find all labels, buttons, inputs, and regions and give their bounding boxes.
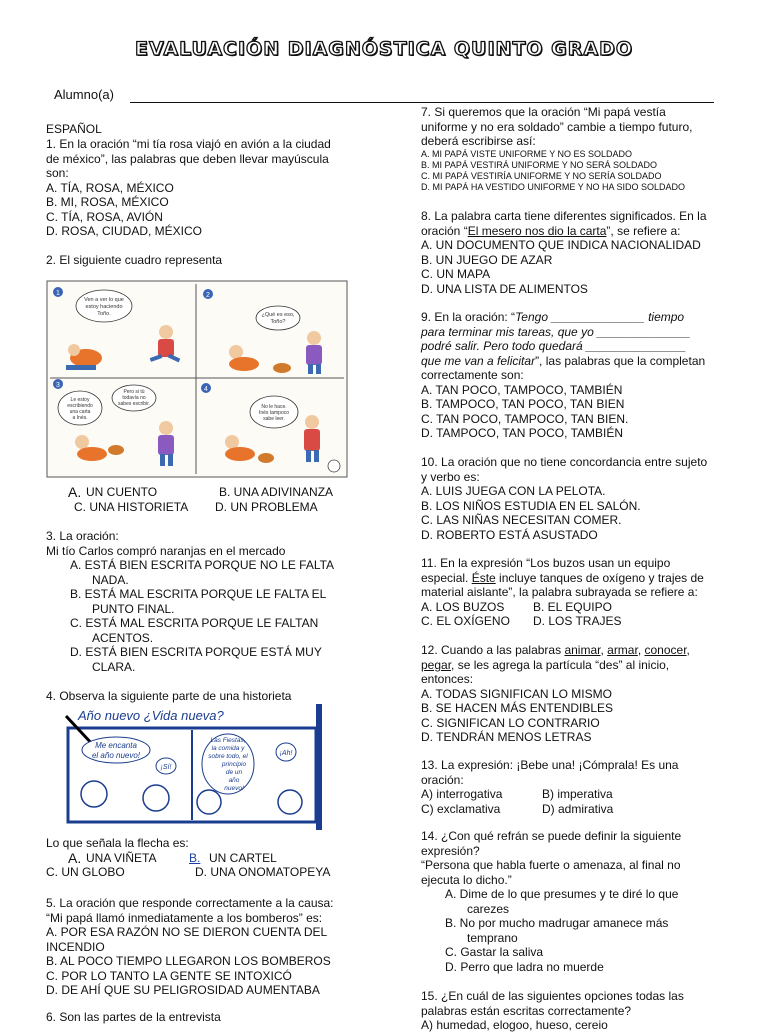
q8-option-d[interactable]: D. UNA LISTA DE ALIMENTOS <box>421 281 588 296</box>
speech-text: Las Fiestas, la comida y sobre todo, el principio de un año nuevo! <box>208 737 248 792</box>
q1-stem: son: <box>46 166 69 180</box>
q12-option-a[interactable]: A. TODAS SIGNIFICAN LO MISMO <box>421 686 612 701</box>
q3-stem: 3. La oración: <box>46 529 119 543</box>
question-12 <box>421 643 690 745</box>
q8-stem <box>421 224 707 239</box>
speech-text: Le estoy escribiendo una carta a Inés. <box>67 397 93 421</box>
panel-number-4 <box>201 383 211 393</box>
q8-stem-underlined: El mesero nos dio la carta <box>467 223 607 238</box>
q7-stem: uniforme y no era soldado” cambie a tiempo futuro, <box>421 119 693 134</box>
q9-stem-post: ”, las palabras que la completan <box>535 353 706 368</box>
q2-option-b[interactable]: B. UNA ADIVINANZA <box>219 485 334 499</box>
q8-option-c[interactable]: C. UN MAPA <box>421 267 491 281</box>
q5-stem: 5. La oración que responde correctamente a la causa: <box>46 896 334 910</box>
q2-options <box>46 485 366 514</box>
q5-option-b[interactable]: B. AL POCO TIEMPO LLEGARON LOS BOMBEROS <box>46 954 331 968</box>
q5-option-d[interactable]: D. DE AHÍ QUE SU PELIGROSIDAD AUMENTABA <box>46 983 320 997</box>
section-heading <box>46 122 102 137</box>
q10-option-b[interactable]: B. LOS NIÑOS ESTUDIA EN EL SALÓN. <box>421 498 641 513</box>
q14-option-d[interactable]: D. Perro que ladra no muerde <box>445 959 604 974</box>
question-15 <box>421 989 684 1033</box>
q12-stem <box>421 658 690 673</box>
q14-stem: expresión? <box>421 843 480 858</box>
q2-option-a[interactable]: UN CUENTO <box>86 485 158 499</box>
q7-option-a[interactable]: A. MI PAPÁ VISTE UNIFORME Y NO ES SOLDADO <box>421 148 633 159</box>
q9-option-d[interactable]: D. TAMPOCO, TAN POCO, TAMBIÉN <box>421 426 624 440</box>
question-6 <box>46 1010 221 1025</box>
q11-stem-post: incluye tanques de oxígeno y trajes de <box>495 570 704 585</box>
q3-option-a[interactable]: A. ESTÁ BIEN ESCRITA PORQUE NO LE FALTA NADA. <box>70 558 334 587</box>
q3-option-c[interactable]: C. ESTÁ MAL ESCRITA PORQUE LE FALTAN ACENTOS. <box>70 616 319 645</box>
q4-option-a-letter: A. <box>68 849 82 866</box>
question-9 <box>421 310 705 441</box>
q2-option-c[interactable]: C. UNA HISTORIETA <box>74 499 189 514</box>
q7-stem: deberá escribirse así: <box>421 134 536 148</box>
question-11 <box>421 556 721 629</box>
q5-option-a[interactable]: A. POR ESA RAZÓN NO SE DIERON CUENTA DEL <box>46 925 328 939</box>
svg-text:1: 1 <box>56 290 60 297</box>
q1-option-d[interactable]: D. ROSA, CIUDAD, MÉXICO <box>46 224 203 238</box>
panel-number-1 <box>53 287 63 297</box>
q4-option-d[interactable]: D. UNA ONOMATOPEYA <box>195 865 331 879</box>
q7-option-d[interactable]: D. MI PAPÁ HA VESTIDO UNIFORME Y NO HA SIDO SOLDADO <box>421 181 686 192</box>
q13-option-b[interactable]: B) imperativa <box>542 787 613 801</box>
q5-option-a-cont[interactable]: INCENDIO <box>46 939 105 954</box>
q12-stem: entonces: <box>421 672 474 686</box>
q14-stem: “Persona que habla fuerte o amenaza, al final no <box>421 858 681 872</box>
question-3 <box>46 529 346 674</box>
q5-option-c[interactable]: C. POR LO TANTO LA GENTE SE INTOXICÓ <box>46 968 292 983</box>
q9-stem-pre: 9. En la oración: “ <box>421 310 516 324</box>
question-13 <box>421 758 721 816</box>
comic-year-image <box>64 702 326 834</box>
q9-option-b[interactable]: B. TAMPOCO, TAN POCO, TAN BIEN <box>421 397 625 411</box>
q8-option-b[interactable]: B. UN JUEGO DE AZAR <box>421 252 553 267</box>
q13-stem: oración: <box>421 772 464 787</box>
student-name-line[interactable] <box>130 102 714 103</box>
q12-option-c[interactable]: C. SIGNIFICAN LO CONTRARIO <box>421 715 600 730</box>
q1-option-a[interactable]: A. TÍA, ROSA, MÉXICO <box>46 180 174 195</box>
student-name-label: Alumno(a) <box>54 87 114 102</box>
speech-text: ¡Ah! <box>279 750 293 757</box>
speech-text: Pero si tú todavía no sabes escribir. <box>118 389 150 407</box>
q10-option-a[interactable]: A. LUIS JUEGA CON LA PELOTA. <box>421 484 606 498</box>
q11-option-c[interactable]: C. EL OXÍGENO <box>421 614 510 628</box>
q2-option-a-letter: A. <box>68 484 82 500</box>
q14-option-b[interactable]: B. No por mucho madrugar amanece más temprano <box>445 916 669 945</box>
speech-text: ¡Sí! <box>160 764 172 771</box>
q1-stem: de méxico”, las palabras que deben llevar mayúscula <box>46 151 329 166</box>
q6-stem: 6. Son las partes de la entrevista <box>46 1010 221 1024</box>
q10-option-c[interactable]: C. LAS NIÑAS NECESITAN COMER. <box>421 513 622 527</box>
speech-text: Ven a ver lo que estoy haciendo Toño. <box>84 297 124 317</box>
speech-text: ¿Qué es eso, Toño? <box>261 312 295 325</box>
question-2 <box>46 253 222 268</box>
q12-stem-pre: 12. Cuando a las palabras <box>421 643 565 657</box>
q1-option-c[interactable]: C. TÍA, ROSA, AVIÓN <box>46 209 163 224</box>
q13-option-c[interactable]: C) exclamativa <box>421 801 501 816</box>
q12-word: conocer <box>644 643 687 657</box>
q4-options <box>46 836 366 880</box>
q1-option-b[interactable]: B. MI, ROSA, MÉXICO <box>46 195 169 209</box>
q8-option-a[interactable]: A. UN DOCUMENTO QUE INDICA NACIONALIDAD <box>421 238 701 252</box>
question-8 <box>421 209 707 296</box>
q8-stem: 8. La palabra carta tiene diferentes significados. En la <box>421 209 707 223</box>
q15-option-a[interactable]: A) humedad, elogoo, hueso, cereio <box>421 1018 608 1032</box>
page-title: EVALUACIÓN DIAGNÓSTICA QUINTO GRADO <box>134 38 634 60</box>
question-5 <box>46 896 334 998</box>
q1-stem: 1. En la oración “mi tía rosa viajó en avión a la ciudad <box>46 137 331 151</box>
q4-option-b-letter: B. <box>189 850 201 865</box>
q9-stem: para terminar mis tareas, que yo ______________ <box>421 324 691 339</box>
q9-stem <box>421 310 705 325</box>
q14-option-a[interactable]: A. Dime de lo que presumes y te diré lo que carezes <box>445 887 679 916</box>
q12-stem: 12. Cuando a las palabras animar, armar, conocer, <box>421 643 690 657</box>
q11-stem: material aislante”, la palabra subrayada se refiere a: <box>421 585 698 599</box>
q4-option-a[interactable]: UNA VIÑETA <box>86 850 157 865</box>
q11-option-a[interactable]: A. LOS BUZOS <box>421 599 505 614</box>
q9-stem-italic: que me van a felicitar <box>421 353 536 368</box>
q15-stem: palabras están escritas correctamente? <box>421 1003 632 1018</box>
q14-stem: 14. ¿Con qué refrán se puede definir la siguiente <box>421 829 682 843</box>
q5-stem: “Mi papá llamó inmediatamente a los bomberos” es: <box>46 910 323 925</box>
q9-stem: podré salir. Pero todo quedará _______________ <box>421 339 687 353</box>
q15-stem: 15. ¿En cuál de las siguientes opciones todas las <box>421 989 684 1003</box>
q14-stem: ejecuta lo dicho.” <box>421 872 512 887</box>
svg-text:2: 2 <box>206 292 210 299</box>
q11-stem: 11. En la expresión “Los buzos usan un equipo <box>421 556 671 570</box>
q11-option-b[interactable]: B. EL EQUIPO <box>533 599 612 614</box>
q8-stem-post: ”, se refiere a: <box>606 223 681 238</box>
speech-bubble <box>256 306 300 330</box>
q12-word: animar <box>564 643 601 657</box>
speech-text: Me encanta el año nuevo! <box>91 741 141 760</box>
q7-stem: 7. Si queremos que la oración “Mi papá vestía <box>421 105 666 119</box>
q11-stem-underlined: Éste <box>471 570 496 585</box>
q13-option-d[interactable]: D) admirativa <box>542 801 614 816</box>
q4-after: Lo que señala la flecha es: <box>46 836 189 850</box>
q11-stem-pre: especial. <box>421 570 472 585</box>
question-7 <box>421 105 692 193</box>
q2-stem: 2. El siguiente cuadro representa <box>46 253 223 267</box>
q14-option-c[interactable]: C. Gastar la saliva <box>445 945 544 959</box>
q9-stem <box>421 354 705 369</box>
comic-title: Año nuevo ¿Vida nueva? <box>78 708 224 723</box>
q12-option-b[interactable]: B. SE HACEN MÁS ENTENDIBLES <box>421 701 614 715</box>
question-14 <box>421 829 721 974</box>
q4-option-c[interactable]: C. UN GLOBO <box>46 865 125 879</box>
q13-option-a[interactable]: A) interrogativa <box>421 787 503 801</box>
comic-strip-image <box>46 280 348 480</box>
q10-option-d[interactable]: D. ROBERTO ESTÁ ASUSTADO <box>421 527 598 542</box>
q9-option-a[interactable]: A. TAN POCO, TAMPOCO, TAMBIÉN <box>421 382 623 397</box>
q4-stem: 4. Observa la siguiente parte de una historieta <box>46 689 292 703</box>
panel-number-2 <box>203 289 213 299</box>
q13-stem: 13. La expresión: ¡Bebe una! ¡Cómprala! Es una <box>421 758 679 772</box>
q12-stem-post: , se les agrega la partícula “des” al inicio, <box>451 657 670 672</box>
q11-stem <box>421 571 721 586</box>
svg-text:3: 3 <box>56 382 60 389</box>
q12-option-d[interactable]: D. TENDRÁN MENOS LETRAS <box>421 730 592 744</box>
q8-stem-pre: oración “ <box>421 223 468 238</box>
q3-option-b[interactable]: B. ESTÁ MAL ESCRITA PORQUE LE FALTA EL PUNTO FINAL. <box>70 587 326 616</box>
q3-stem: Mi tío Carlos compró naranjas en el mercado <box>46 543 286 558</box>
q3-option-d[interactable]: D. ESTÁ BIEN ESCRITA PORQUE ESTÁ MUY CLARA. <box>70 645 322 674</box>
q12-word: pegar <box>421 657 452 672</box>
q10-stem: y verbo es: <box>421 469 480 484</box>
q4-option-b[interactable]: UN CARTEL <box>209 850 277 865</box>
q7-option-c[interactable]: C. MI PAPÁ VESTIRÍA UNIFORME Y NO SERÍA SOLDADO <box>421 170 662 181</box>
q9-stem: correctamente son: <box>421 368 524 382</box>
q11-option-d[interactable]: D. LOS TRAJES <box>533 614 622 628</box>
question-1 <box>46 137 331 239</box>
panel-number-3 <box>53 379 63 389</box>
q12-word: armar <box>607 643 638 657</box>
q10-stem: 10. La oración que no tiene concordancia entre sujeto <box>421 455 708 469</box>
speech-text: No le hace. Inés tampoco sabe leer. <box>258 404 290 422</box>
section-label: ESPAÑOL <box>46 122 102 136</box>
q9-stem-italic: Tengo ______________ tiempo <box>515 310 685 324</box>
q9-option-c[interactable]: C. TAN POCO, TAMPOCO, TAN BIEN. <box>421 411 629 426</box>
q2-option-d[interactable]: D. UN PROBLEMA <box>215 499 318 514</box>
q7-option-b[interactable]: B. MI PAPÁ VESTIRÁ UNIFORME Y NO SERÁ SOLDADO <box>421 159 658 170</box>
question-10 <box>421 455 707 542</box>
svg-text:4: 4 <box>204 386 208 393</box>
